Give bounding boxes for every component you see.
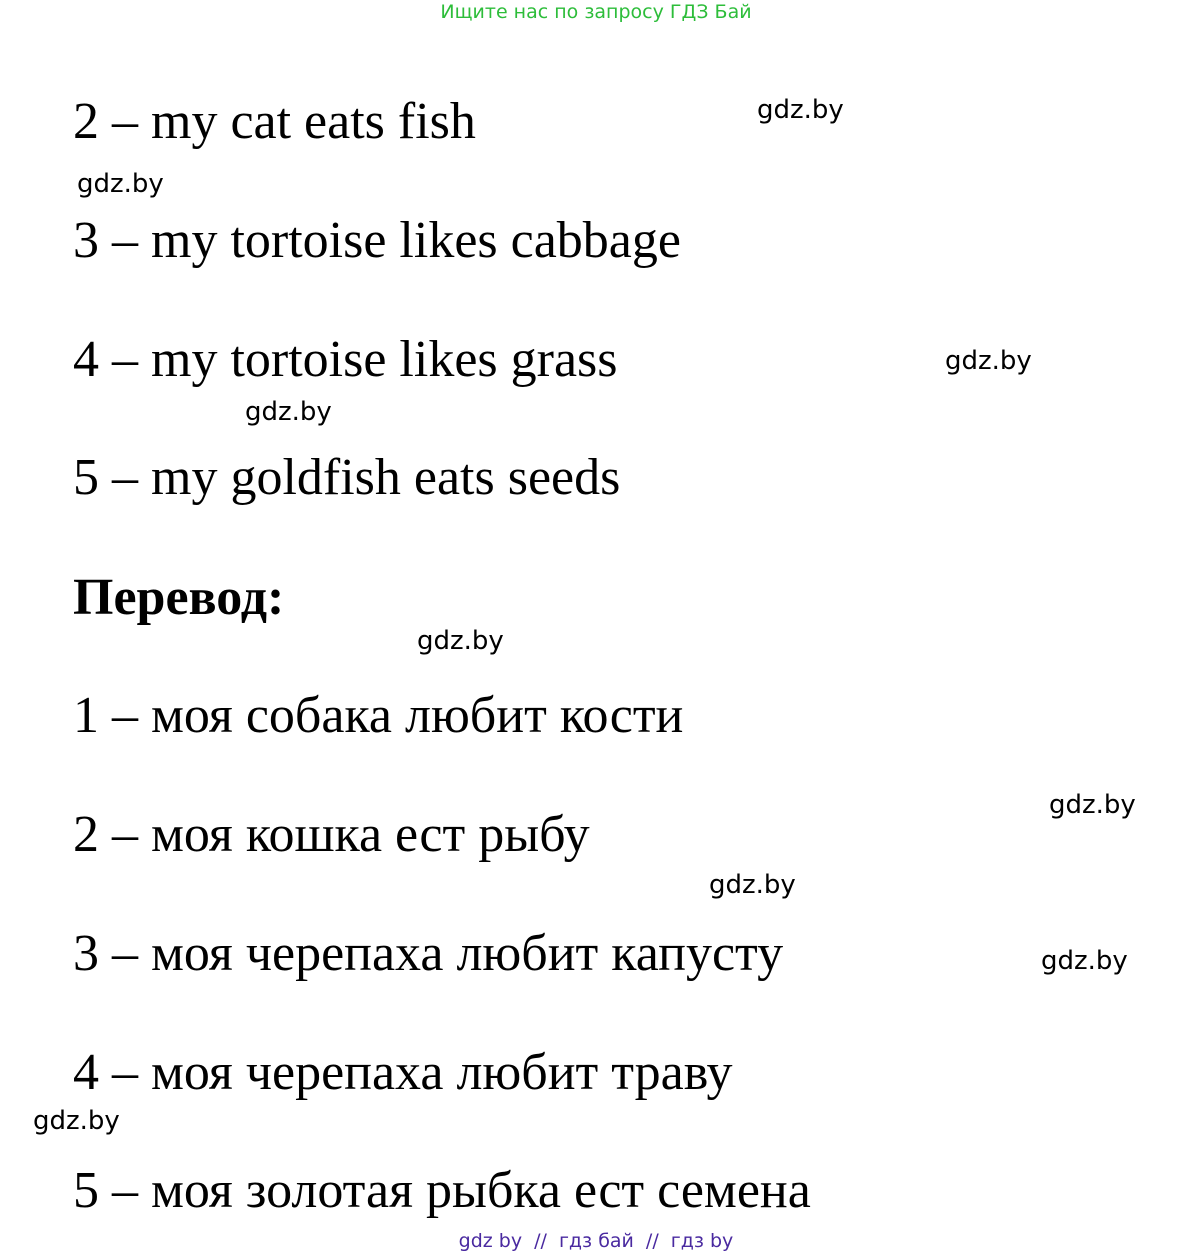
footer-separator: // [534, 1230, 547, 1252]
translation-heading: Перевод: [73, 569, 285, 626]
translation-line-3: 3 – моя черепаха любит капусту [73, 925, 784, 982]
footer-link-gdz-by[interactable]: gdz by [458, 1230, 523, 1252]
watermark: gdz.by [77, 169, 164, 199]
english-line-3: 3 – my tortoise likes cabbage [73, 212, 681, 269]
footer-link-gdz-bai[interactable]: гдз бай [558, 1230, 634, 1252]
bottom-banner [0, 1228, 1192, 1254]
english-line-4: 4 – my tortoise likes grass [73, 331, 618, 388]
footer-link-gdz-by-mixed[interactable]: гдз by [670, 1230, 734, 1252]
translation-line-5: 5 – моя золотая рыбка ест семена [73, 1162, 811, 1219]
watermark: gdz.by [245, 397, 332, 427]
watermark: gdz.by [33, 1106, 120, 1136]
english-line-2: 2 – my cat eats fish [73, 93, 476, 150]
translation-line-4: 4 – моя черепаха любит траву [73, 1044, 733, 1101]
footer-separator: // [645, 1230, 659, 1252]
watermark: gdz.by [945, 346, 1032, 376]
english-line-5: 5 – my goldfish eats seeds [73, 449, 621, 506]
watermark: gdz.by [1041, 946, 1128, 976]
translation-line-1: 1 – моя собака любит кости [73, 687, 684, 744]
watermark: gdz.by [709, 870, 796, 900]
watermark: gdz.by [1049, 790, 1136, 820]
top-banner: Ищите нас по запросу ГДЗ Бай [440, 1, 752, 23]
watermark: gdz.by [417, 626, 504, 656]
translation-line-2: 2 – моя кошка ест рыбу [73, 806, 590, 863]
watermark: gdz.by [757, 95, 844, 125]
